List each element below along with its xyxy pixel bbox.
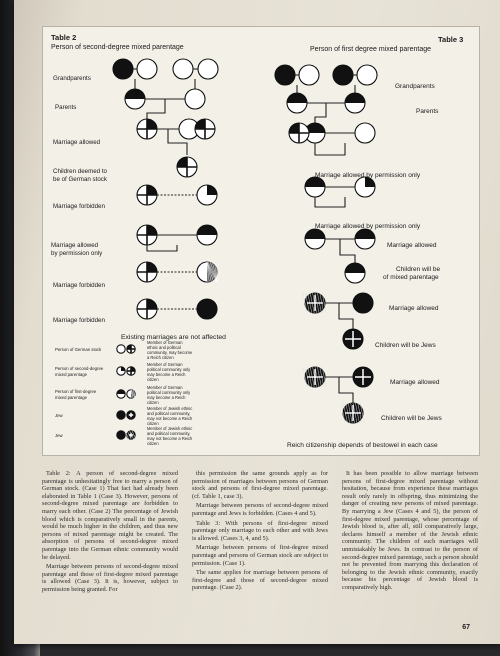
legend-description: citizen [147,441,159,446]
t3-label-allowed-1: Marriage allowed [387,242,437,249]
hatch-person-symbol [127,390,135,398]
t3-label-grandparents: Grandparents [395,83,435,90]
paragraph: Marriage between persons of second-degree mixed parentage and those of first-degree mixed parentage is allowed (Case 3). It is, however, subject to permission being granted. For [42,563,178,593]
halfTop-person-symbol [125,89,145,109]
text-column-3 [342,470,478,594]
t3-label-allowed-3: Marriage allowed [390,379,440,386]
paragraph: Table 2: A person of second-degree mixed parentage is unhesitatingly free to marry a person of German stock. (Case 1) That fact had already been elaborated in Table 1 (Case 3). However, persons of second-degree mixed parentage are forbidden to marry each other. (Case 2) The percentage of Jewish blood which is comparatively small in the parents, would be much higher in the children, and thus new persons of mixed parentage might be created. The absorption of persons of second-degree mixed parentage into the German ethnic community would be delayed. [42,470,178,561]
legend-description: community, may become [147,350,193,355]
legend-description: Member of German [147,340,183,345]
halfTop-person-symbol [345,93,365,113]
row-label-permission: Marriage allowed [51,242,99,249]
black-person-symbol [197,299,217,319]
paragraph: Marriage between persons of second-degree mixed parentage and Jews is forbidden. (Cases 4 and 5). [192,502,328,517]
paragraph: The same applies for marriage between persons of first-degree and those of second-degree mixed parentage. (Case 2). [192,569,328,592]
legend-label: Person of German stock [55,347,102,352]
crossQ-person-symbol [137,262,157,282]
body-text [42,470,480,638]
paragraph: It has been possible to allow marriage between persons of first-degree mixed parentage without hesitation, because from experience these marriages result only rarely in offspring, thus minimizing the danger of creating new persons of mixed parentage. By marrying a Jew (Cases 4 and 5), the person of first-degree mixed parentage, whose percentage of Jewish blood is, after all, still comparatively large, declares himself a member of the Jewish ethnic community. The children of such marriages will unmistakably be Jews. In contrast to the person of second-degree mixed parentage, such a person should not be prevented from marrying this declaration of belonging to the Jewish ethnic community, exactly because his percentage of Jewish blood is comparatively high. [342,470,478,591]
cross-person-symbol [177,157,197,177]
table2-title: Table 2 [51,33,77,42]
jewCross-person-symbol [353,367,373,387]
table3-subtitle: Person of first degree mixed parentage [310,46,432,53]
black-person-symbol [275,65,295,85]
legend-description: citizen [147,377,159,382]
legend-description: ethnic and political [147,345,181,350]
jewCross-person-symbol [127,411,135,419]
legend-label: mixed parentage [55,395,88,400]
legend-description: political community only [147,390,191,395]
legend [55,340,193,446]
quarter-person-symbol [117,367,125,375]
halfTop-person-symbol [305,177,325,197]
cross-person-symbol [127,345,135,353]
t3-label-children-mixed-2: of mixed parentage [383,274,439,281]
legend-description: a Reich citizen [147,355,174,360]
legend-label: Person of second-degree [55,366,104,371]
legend-description: may not become a Reich [147,436,193,441]
crossQ-person-symbol [137,299,157,319]
jewHatch-person-symbol [303,293,326,313]
paragraph: Marriage between persons of first-degree mixed parentage and persons of German stock are subject to permission. (Case 1). [192,544,328,567]
t3-label-parents: Parents [416,108,439,115]
legend-description: citizen [147,421,159,426]
legend-description: Member of Jewish ethnic [147,426,193,431]
t3-label-permission-2: Marriage allowed by permission only [315,223,421,230]
crossQ-person-symbol [127,367,135,375]
jewHatch-person-symbol [303,367,326,387]
t3-label-jews-1: Children will be Jews [375,342,436,349]
white-person-symbol [137,59,157,79]
halfTop-person-symbol [117,390,125,398]
white-person-symbol [198,59,218,79]
black-person-symbol [353,293,373,313]
t3-label-permission-1: Marriage allowed by permission only [315,172,421,179]
white-person-symbol [299,65,319,85]
legend-description: Member of German [147,362,183,367]
halfTop-person-symbol [287,93,307,113]
table3-title: Table 3 [438,35,464,44]
black-person-symbol [117,411,125,419]
halfTop-person-symbol [345,263,365,283]
row-label-permission-2: by permission only [51,250,103,257]
white-person-symbol [355,123,375,143]
row-label-forbidden-1: Marriage forbidden [53,203,105,210]
legend-description: may become a Reich [147,395,186,400]
page-number: 67 [462,624,470,631]
t3-footer: Reich citizenship depends of bestowel in each case [287,442,438,449]
row-label-children-german-2: be of German stock [53,176,107,183]
legend-label: Jew [55,413,63,418]
legend-description: and political community, [147,411,191,416]
figure-panel [42,26,480,456]
halfTop-person-symbol [305,229,325,249]
row-label-forbidden-2: Marriage forbidden [53,282,105,289]
t3-label-jews-2: Children will be Jews [381,415,442,422]
white-person-symbol [173,59,193,79]
row-label-marriage-allowed: Marriage allowed [53,139,101,146]
jewHatch-person-symbol [125,431,136,439]
text-column-2 [192,470,328,594]
legend-description: citizen [147,400,159,405]
white-person-symbol [357,65,377,85]
legend-description: political community only [147,367,191,372]
quarter-person-symbol [355,177,375,197]
legend-description: and political community, [147,431,191,436]
legend-label: Person of first-degree [55,389,97,394]
jewCross-person-symbol [343,329,363,349]
legend-label: Jew [55,433,63,438]
table2-row-labels [51,75,108,324]
black-person-symbol [113,59,133,79]
legend-description: Member of German [147,385,183,390]
black-person-symbol [117,431,125,439]
t3-label-children-mixed: Children will be [396,266,441,273]
crossQ-person-symbol [137,225,157,245]
table3-symbols [275,65,377,423]
crossQ-person-symbol [137,185,157,205]
pedigree-diagram [43,27,481,457]
halfTop-person-symbol [355,229,375,249]
legend-description: may become a Reich [147,372,186,377]
row-label-forbidden-3: Marriage forbidden [53,317,105,324]
row-label-grandparents: Grandparents [53,75,91,82]
paragraph: Table 3: With persons of first-degree mixed parentage only marriage to each other and with Jews is allowed. (Cases 3, 4, and 5). [192,519,328,542]
row-label-parents: Parents [55,104,77,111]
crossQ-person-symbol [137,119,157,139]
hatch-person-symbol [197,262,217,282]
existing-marriages-note: Existing marriages are not affected [121,334,226,341]
legend-label: mixed parentage [55,372,88,377]
quarter-person-symbol [197,185,217,205]
white-person-symbol [117,345,125,353]
row-label-children-german: Children deemed to [53,168,108,175]
legend-description: may not become a Reich [147,416,193,421]
legend-description: Member of Jewish ethnic [147,406,193,411]
jewHatch-person-symbol [341,403,364,423]
white-person-symbol [185,89,205,109]
paragraph: this permission the same grounds apply as for permission of marriages between persons of German stock and persons of first-degree mixed parentage. (cf. Table 1, case 3). [192,470,328,500]
text-column-1 [42,470,178,596]
table2-symbols [113,59,218,319]
table2-subtitle: Person of second-degree mixed parentage [51,44,184,51]
black-person-symbol [333,65,353,85]
t3-label-allowed-2: Marriage allowed [389,305,439,312]
halfTop-person-symbol [197,225,217,245]
